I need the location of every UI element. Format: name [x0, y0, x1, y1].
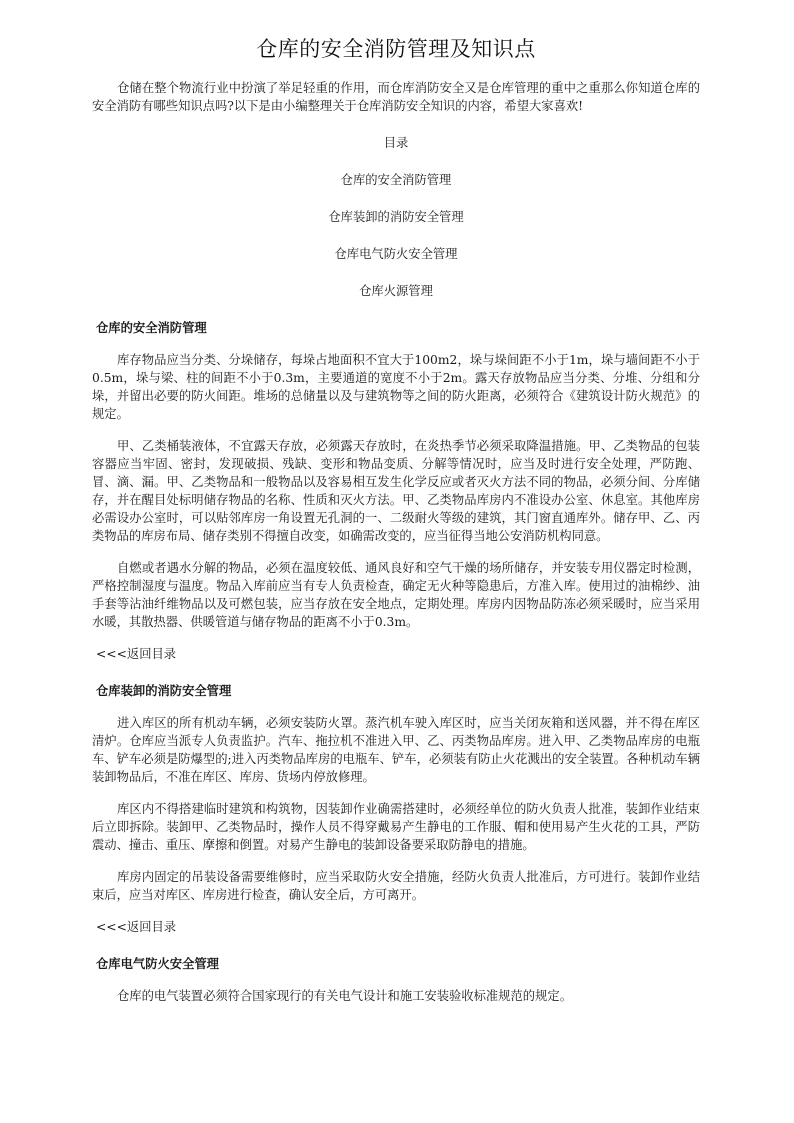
section-paragraph: 库区内不得搭建临时建筑和构筑物，因装卸作业确需搭建时，必须经单位的防火负责人批准，装卸作业结束后立即拆除。装卸甲、乙类物品时，操作人员不得穿戴易产生静电的工作服、帽和使用易产生火花的工具，严防震动、撞击、重压、摩擦和倒置。对易产生静电的装卸设备要采取防静电的措施。: [92, 802, 700, 852]
section-paragraph: 进入库区的所有机动车辆，必须安装防火罩。蒸汽机车驶入库区时，应当关闭灰箱和送风器，并不得在库区清炉。仓库应当派专人负责监护。汽车、拖拉机不准进入甲、乙、丙类物品库房。进入甲、乙类物品库房的电瓶车、铲车必须是防爆型的;进入丙类物品库房的电瓶车、铲车，必须装有防止火花溅出的安全装置。各种机动车辆装卸物品后，不准在库区、库房、货场内停放修理。: [92, 716, 700, 784]
toc-link-electrical-fire-safety[interactable]: 仓库电气防火安全管理: [334, 247, 458, 261]
intro-paragraph: 仓储在整个物流行业中扮演了举足轻重的作用，而仓库消防安全又是仓库管理的重中之重那么你知道仓库的安全消防有哪些知识点吗?以下是由小编整理关于仓库消防安全知识的内容，希望大家喜欢!: [92, 81, 700, 113]
back-to-toc-link[interactable]: [92, 918, 700, 936]
table-of-contents: [92, 134, 700, 300]
section-paragraph: 甲、乙类桶装液体，不宜露天存放，必须露天存放时，在炎热季节必须采取降温措施。甲、乙类物品的包装容器应当牢固、密封，发现破损、残缺、变形和物品变质、分解等情况时，应当及时进行安全处理，严防跑、冒、滴、漏。甲、乙类物品和一般物品以及容易相互发生化学反应或者灭火方法不同的物品，必须分间、分库储存，并在醒目处标明储存物品的名称、性质和灭火方法。甲、乙类物品库房内不准设办公室、休息室。其他库房必需设办公室时，可以贴邻库房一角设置无孔洞的一、二级耐火等级的建筑，其门窗直通库外。储存甲、乙、丙类物品的库房布局、储存类别不得擅自改变，如确需改变的，应当征得当地公安消防机构同意。: [92, 439, 700, 543]
back-to-toc-label[interactable]: <<<返回目录: [96, 647, 177, 661]
back-to-toc-label[interactable]: <<<返回目录: [96, 920, 177, 934]
toc-link-fire-safety-management[interactable]: 仓库的安全消防管理: [340, 173, 452, 187]
toc-label: 目录: [383, 136, 409, 150]
back-to-toc-link[interactable]: [92, 645, 700, 663]
section-heading: 仓库电气防火安全管理: [96, 956, 219, 971]
document-title: 仓库的安全消防管理及知识点: [256, 37, 536, 61]
section-paragraph: 仓库的电气装置必须符合国家现行的有关电气设计和施工安装验收标准规范的规定。: [117, 989, 572, 1003]
section-paragraph: 自燃或者遇水分解的物品，必须在温度较低、通风良好和空气干燥的场所储存，并安装专用仪器定时检测，严格控制湿度与温度。物品入库前应当有专人负责检查，确定无火种等隐患后，方准入库。使用过的油棉纱、油手套等沾油纤维物品以及可燃包装，应当存放在安全地点，定期处理。库房内因物品防冻必须采暖时，应当采用水暖，其散热器、供暖管道与储存物品的距离不小于0.3m。: [92, 561, 700, 629]
section-paragraph: 库存物品应当分类、分垛储存，每垛占地面积不宜大于100m2，垛与垛间距不小于1m，垛与墙间距不小于0.5m，垛与梁、柱的间距不小于0.3m，主要通道的宽度不小于2m。露天存放物品应当分类、分堆、分组和分垛，并留出必要的防火间距。堆场的总储量以及与建筑物等之间的防火距离，必须符合《建筑设计防火规范》的规定。: [92, 353, 700, 421]
section-paragraph: 库房内固定的吊装设备需要维修时，应当采取防火安全措施，经防火负责人批准后，方可进行。装卸作业结束后，应当对库区、库房进行检查，确认安全后，方可离开。: [92, 870, 700, 902]
section-heading: 仓库的安全消防管理: [96, 320, 207, 335]
toc-link-loading-fire-safety[interactable]: 仓库装卸的消防安全管理: [328, 210, 464, 224]
section-heading: 仓库装卸的消防安全管理: [96, 683, 232, 698]
toc-link-ignition-source-management[interactable]: 仓库火源管理: [359, 284, 433, 298]
